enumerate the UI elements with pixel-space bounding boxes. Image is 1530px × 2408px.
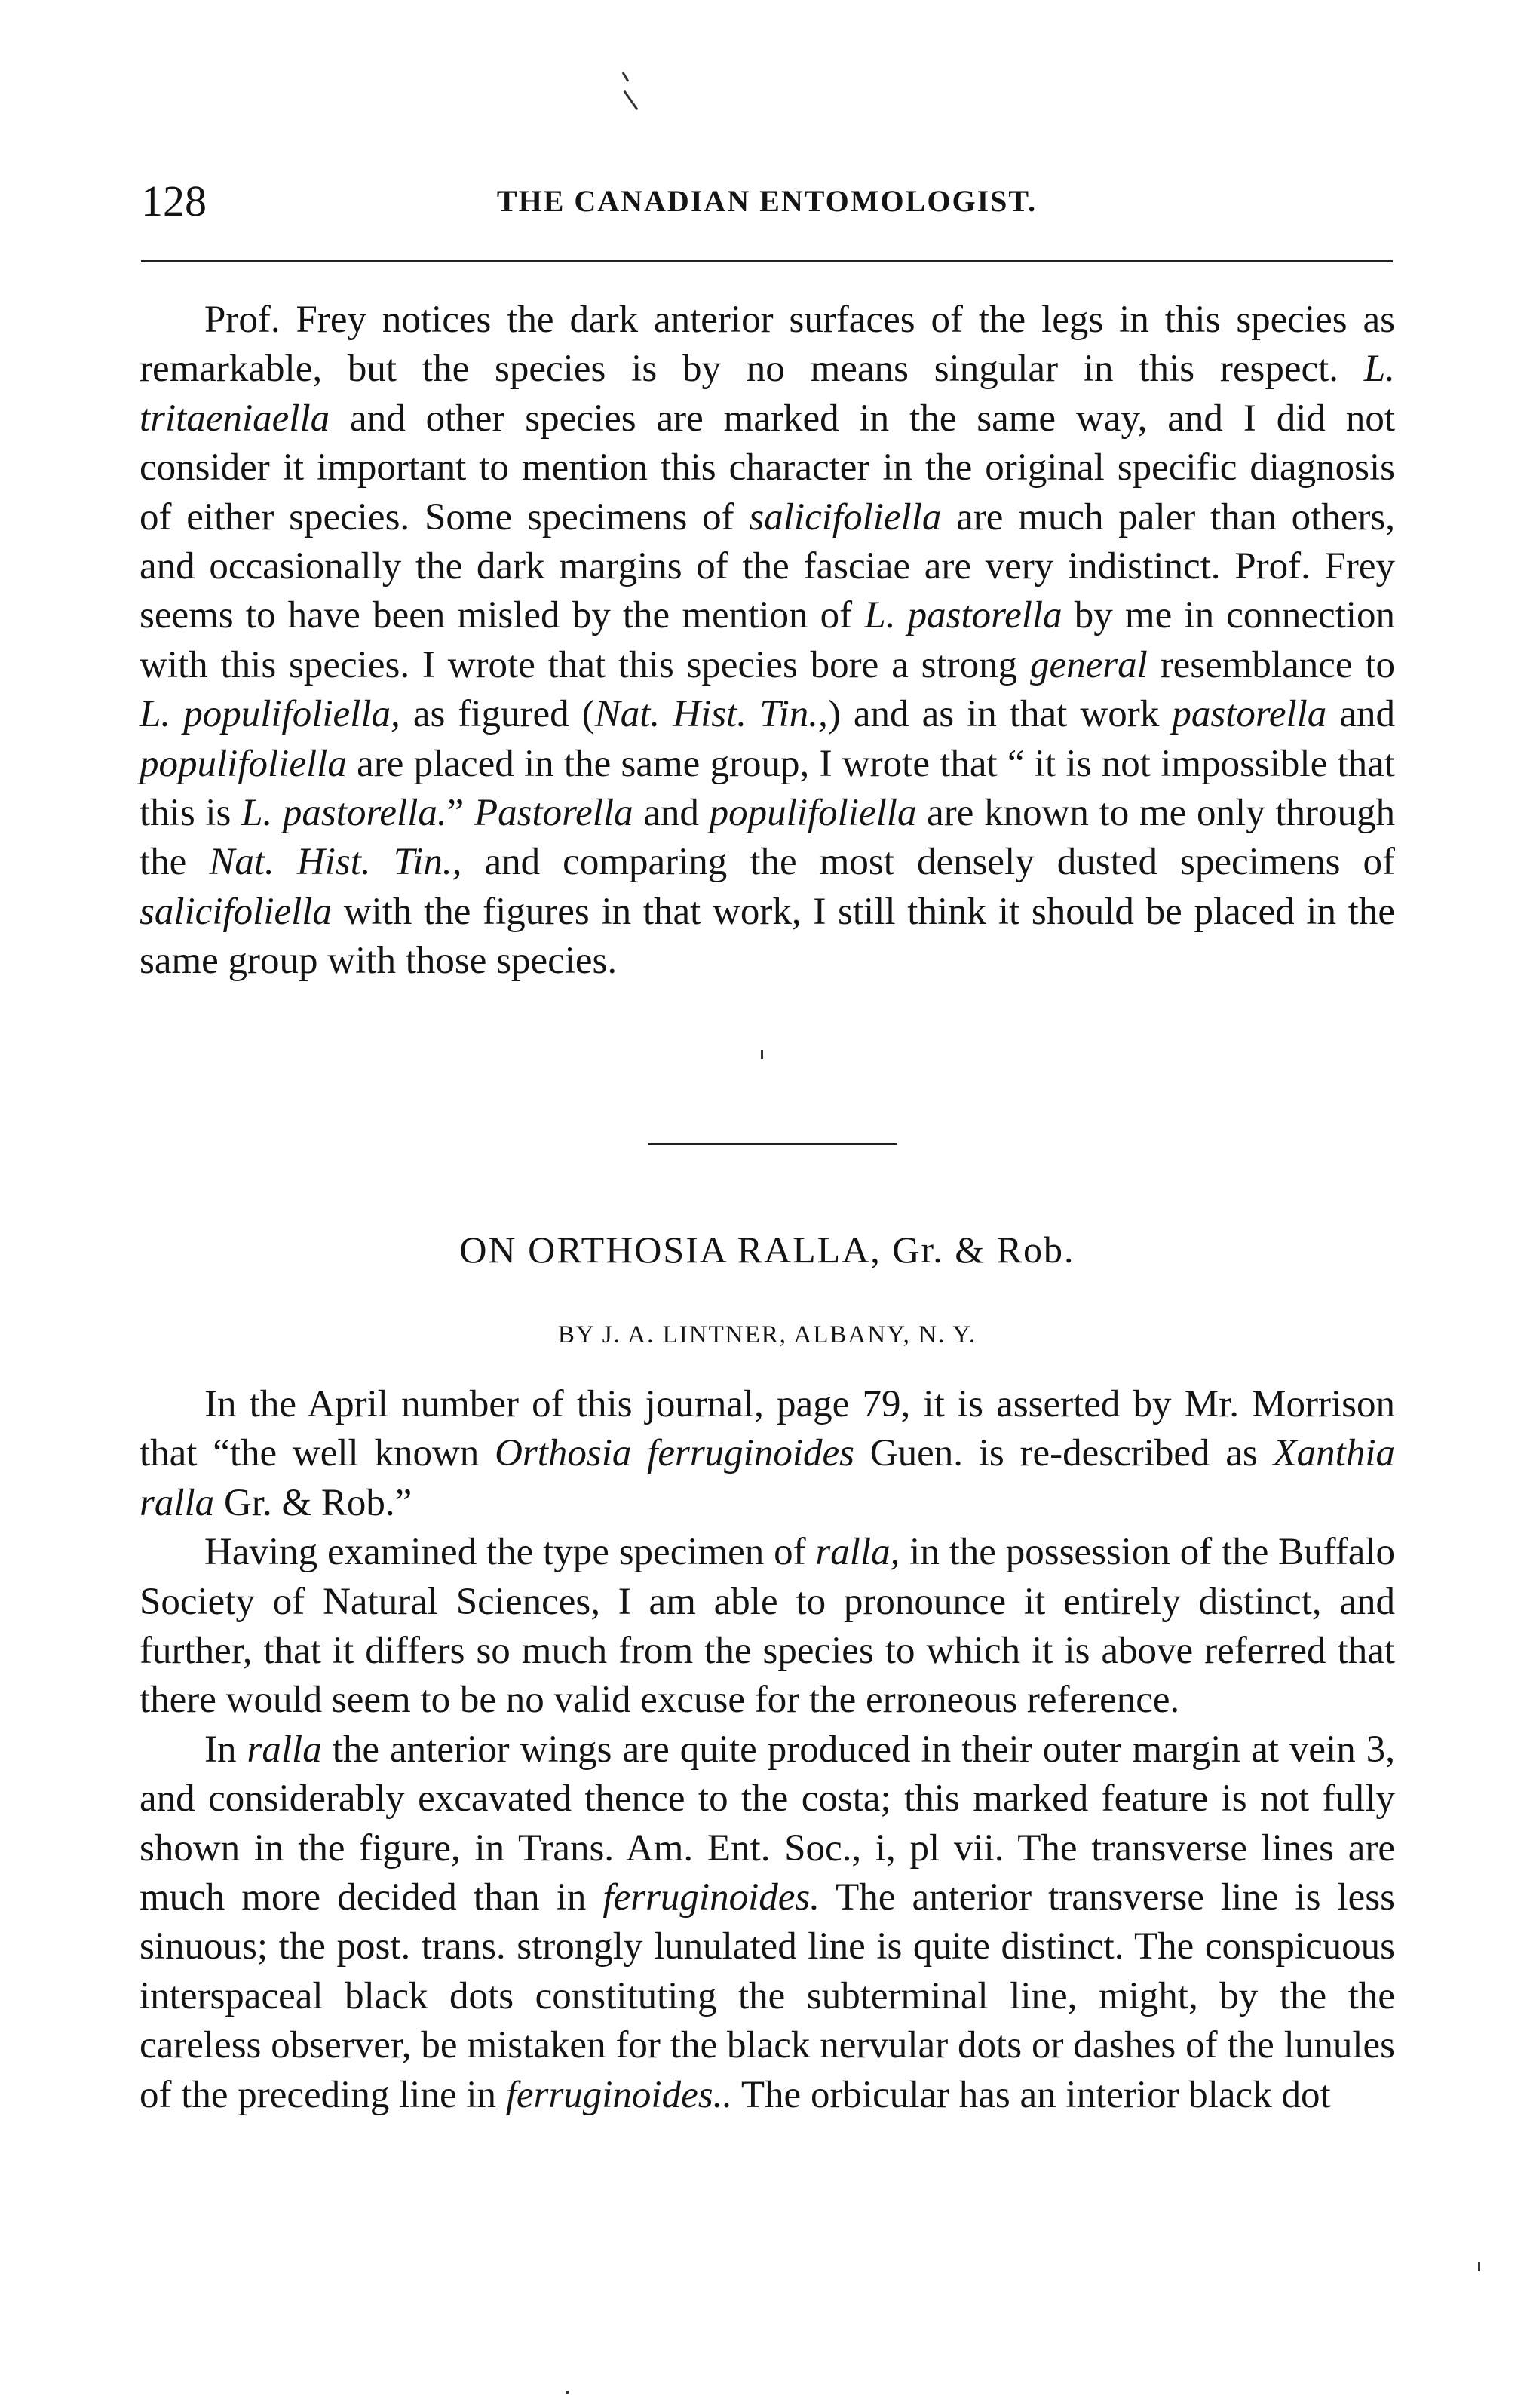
header-rule bbox=[141, 260, 1393, 262]
article-title: ON ORTHOSIA RALLA, Gr. & Rob. bbox=[459, 1229, 1075, 1271]
page-header bbox=[141, 175, 1393, 228]
scan-speck bbox=[566, 2391, 569, 2394]
paragraph: In the April number of this journal, page 79, it is asserted by Mr. Morrison that “the well known Orthosia ferruginoides Guen. is re-described as Xanthia ralla Gr. & Rob.” bbox=[140, 1383, 1396, 1524]
article-byline: BY J. A. LINTNER, ALBANY, N. Y. bbox=[557, 1321, 977, 1348]
page-number: 128 bbox=[141, 176, 207, 225]
paragraph-frey bbox=[140, 296, 1395, 986]
running-title: THE CANADIAN ENTOMOLOGIST. bbox=[496, 184, 1038, 218]
section-divider bbox=[648, 1143, 897, 1145]
paragraph: Prof. Frey notices the dark anterior surfaces of the legs in this species as remarkable, but the species is by no means singular in this respect. L. tritaeniaella and other species are marked in the same way, and I did not consider it important to mention this character in the original specific diagnosis of either species. Some specimens of salicifoliella are much paler than others, and occasionally the dark margins of the fasciae are very indistinct. Prof. Frey seems to have been misled by the mention of L. pastorella by me in connection with this species. I wrote that this species bore a strong general resemblance to L. populifoliella, as figured (Nat. Hist. Tin.,) and as in that work pastorella and populifoliella are placed in the same group, I wrote that “ it is not impossible that this is L. pastorella.” Pastorella and populifoliella are known to me only through the Nat. Hist. Tin., and comparing the most densely dusted specimens of salicifoliella with the figures in that work, I still think it should be placed in the same group with those species. bbox=[140, 299, 1396, 983]
scan-speck bbox=[622, 72, 630, 82]
paragraph: In ralla the anterior wings are quite produced in their outer margin at vein 3, and considerably excavated thence to the costa; this marked feature is not fully shown in the figure, in Trans. Am. Ent. Soc., i, pl vii. The transverse lines are much more decided than in ferruginoides. The anterior transverse line is less sinuous; the post. trans. strongly lunulated line is quite distinct. The conspicuous interspaceal black dots constituting the subterminal line, might, by the the careless observer, be mistaken for the black nervular dots or dashes of the lunules of the preceding line in ferruginoides.. The orbicular has an interior black dot bbox=[140, 1728, 1395, 2116]
article-body bbox=[140, 1380, 1395, 2120]
scan-speck bbox=[624, 90, 639, 110]
scan-speck bbox=[761, 1050, 763, 1059]
paragraph: Having examined the type specimen of ralla, in the possession of the Buffalo Society of Natural Sciences, I am able to pronounce it entirely distinct, and further, that it differs so much from the species to which it is above referred that there would seem to be no valid excuse for the erroneous reference. bbox=[140, 1531, 1395, 1722]
scan-speck bbox=[1478, 2262, 1480, 2271]
